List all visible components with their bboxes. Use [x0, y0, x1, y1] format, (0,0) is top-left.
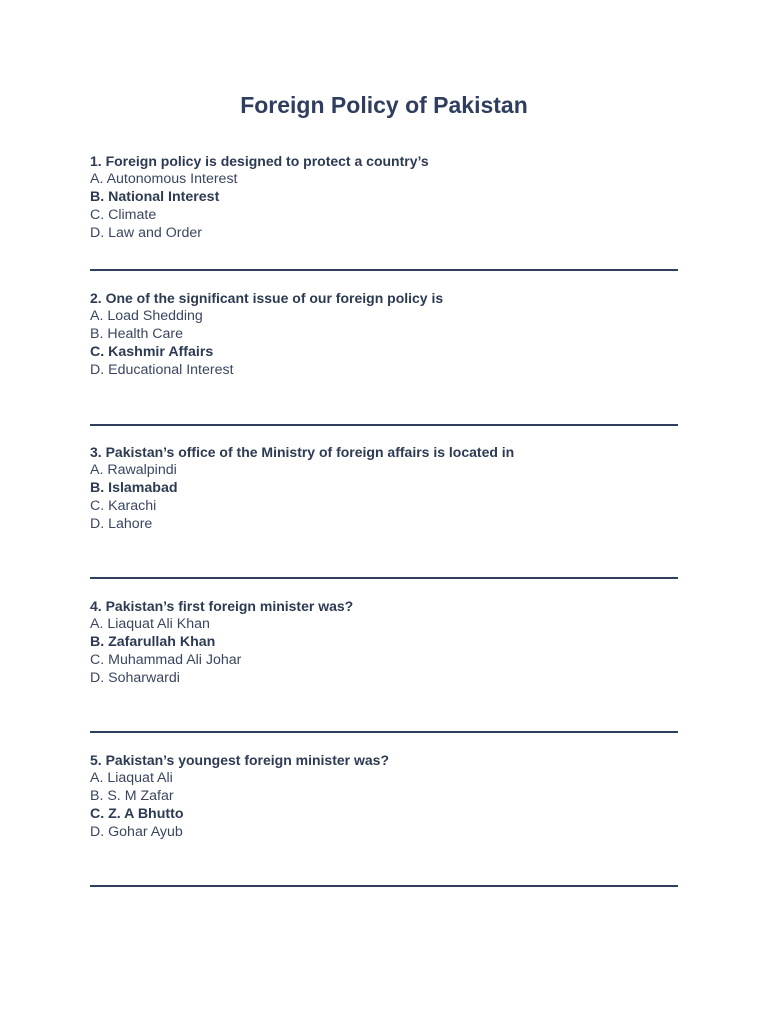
answer-option-d: D. Soharwardi	[90, 670, 180, 686]
answer-option-c: C. Muhammad Ali Johar	[90, 652, 242, 668]
answer-option-b-correct: B. National Interest	[90, 189, 220, 205]
answer-option-d: D. Law and Order	[90, 225, 202, 241]
question-block-4	[90, 597, 678, 687]
answer-option-a: A. Liaquat Ali Khan	[90, 616, 210, 632]
divider-1	[90, 269, 678, 271]
answer-option-b-correct: B. Islamabad	[90, 480, 178, 496]
answer-option-d: D. Educational Interest	[90, 362, 234, 378]
answer-option-c: C. Climate	[90, 207, 157, 223]
question-text: 2. One of the significant issue of our foreign policy is	[90, 290, 444, 306]
answer-option-a: A. Liaquat Ali	[90, 770, 173, 786]
answer-option-c-correct: C. Kashmir Affairs	[90, 344, 214, 360]
divider-5	[90, 885, 678, 887]
question-block-3	[90, 443, 678, 533]
answer-option-b: B. S. M Zafar	[90, 788, 174, 804]
answer-option-b-correct: B. Zafarullah Khan	[90, 634, 216, 650]
divider-2	[90, 424, 678, 426]
answer-option-c-correct: C. Z. A Bhutto	[90, 806, 184, 822]
question-text: 1. Foreign policy is designed to protect a country’s	[90, 153, 429, 169]
question-block-2	[90, 289, 678, 379]
divider-3	[90, 577, 678, 579]
answer-option-d: D. Lahore	[90, 516, 153, 532]
answer-option-a: A. Rawalpindi	[90, 462, 177, 478]
answer-option-c: C. Karachi	[90, 498, 157, 514]
question-text: 4. Pakistan’s first foreign minister was?	[90, 598, 354, 614]
question-text: 3. Pakistan’s office of the Ministry of foreign affairs is located in	[90, 444, 515, 460]
page-title: Foreign Policy of Pakistan	[240, 92, 528, 118]
answer-option-b: B. Health Care	[90, 326, 184, 342]
question-block-5	[90, 751, 678, 841]
answer-option-a: A. Autonomous Interest	[90, 171, 238, 187]
answer-option-a: A. Load Shedding	[90, 308, 203, 324]
question-block-1	[90, 152, 678, 242]
answer-option-d: D. Gohar Ayub	[90, 824, 183, 840]
question-text: 5. Pakistan’s youngest foreign minister was?	[90, 752, 390, 768]
divider-4	[90, 731, 678, 733]
